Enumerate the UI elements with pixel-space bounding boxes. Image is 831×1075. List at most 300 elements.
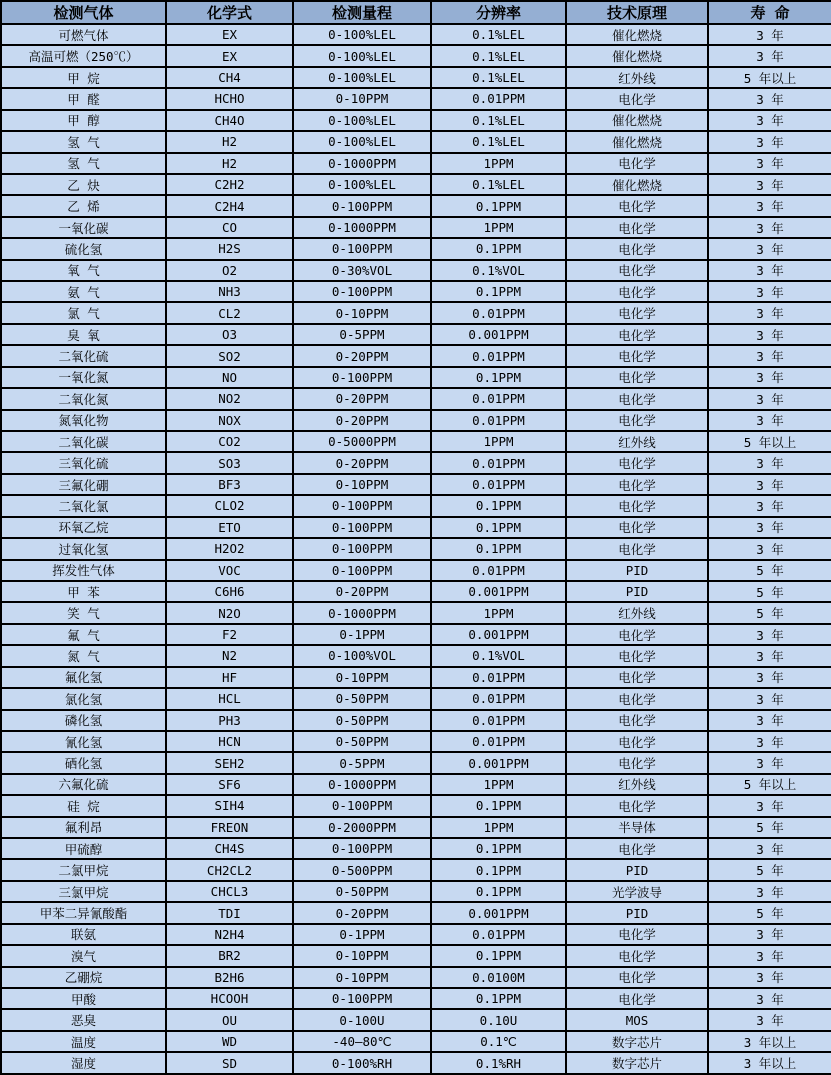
cell-detection-range: 0-1000PPM [293,602,431,623]
cell-chemical-formula: CH4 [166,67,293,88]
cell-lifespan: 3 年 [708,1009,831,1030]
table-row [1,388,831,409]
cell-detection-range: 0-50PPM [293,731,431,752]
cell-technology: 红外线 [566,602,708,623]
cell-detection-range: -40—80℃ [293,1031,431,1052]
cell-chemical-formula: SO3 [166,452,293,473]
table-row [1,345,831,366]
cell-resolution: 0.01PPM [431,345,566,366]
cell-detection-range: 0-5000PPM [293,431,431,452]
cell-resolution: 1PPM [431,153,566,174]
table-row [1,431,831,452]
cell-gas-name: 二氯甲烷 [1,859,166,880]
cell-chemical-formula: EX [166,24,293,45]
cell-technology: 催化燃烧 [566,24,708,45]
table-row [1,495,831,516]
cell-chemical-formula: VOC [166,560,293,581]
cell-resolution: 0.1PPM [431,795,566,816]
cell-gas-name: 甲 醛 [1,88,166,109]
cell-gas-name: 氮氧化物 [1,410,166,431]
cell-chemical-formula: WD [166,1031,293,1052]
cell-lifespan: 3 年 [708,45,831,66]
cell-detection-range: 0-100%LEL [293,174,431,195]
cell-technology: 半导体 [566,817,708,838]
cell-gas-name: 磷化氢 [1,710,166,731]
cell-lifespan: 3 年 [708,924,831,945]
cell-lifespan: 3 年 [708,731,831,752]
cell-detection-range: 0-10PPM [293,88,431,109]
cell-chemical-formula: NO [166,367,293,388]
cell-technology: 电化学 [566,345,708,366]
cell-gas-name: 硫化氢 [1,238,166,259]
header-row [1,1,831,24]
cell-lifespan: 3 年 [708,752,831,773]
column-header-detection-range: 检测量程 [293,1,431,24]
cell-chemical-formula: TDI [166,902,293,923]
cell-lifespan: 5 年 [708,560,831,581]
cell-technology: 电化学 [566,410,708,431]
cell-gas-name: 三氧化硫 [1,452,166,473]
cell-lifespan: 5 年以上 [708,774,831,795]
cell-resolution: 0.001PPM [431,902,566,923]
table-row [1,131,831,152]
cell-chemical-formula: N2 [166,645,293,666]
cell-technology: 电化学 [566,217,708,238]
cell-lifespan: 3 年 [708,367,831,388]
cell-chemical-formula: F2 [166,624,293,645]
cell-detection-range: 0-10PPM [293,945,431,966]
table-row [1,624,831,645]
cell-technology: 电化学 [566,517,708,538]
table-row [1,731,831,752]
cell-resolution: 0.01PPM [431,474,566,495]
cell-lifespan: 3 年 [708,388,831,409]
column-header-gas-name: 检测气体 [1,1,166,24]
cell-detection-range: 0-100%LEL [293,45,431,66]
cell-lifespan: 3 年 [708,881,831,902]
cell-technology: PID [566,902,708,923]
table-row [1,859,831,880]
cell-chemical-formula: EX [166,45,293,66]
cell-chemical-formula: CH4S [166,838,293,859]
cell-resolution: 0.1PPM [431,538,566,559]
cell-resolution: 0.10U [431,1009,566,1030]
table-row [1,1052,831,1074]
cell-chemical-formula: O2 [166,260,293,281]
column-header-technology: 技术原理 [566,1,708,24]
cell-resolution: 0.1%LEL [431,110,566,131]
cell-detection-range: 0-10PPM [293,967,431,988]
cell-detection-range: 0-100%LEL [293,131,431,152]
cell-technology: 电化学 [566,538,708,559]
table-row [1,1031,831,1052]
cell-gas-name: 二氧化氯 [1,495,166,516]
table-row [1,560,831,581]
cell-technology: 电化学 [566,260,708,281]
table-row [1,260,831,281]
table-row [1,24,831,45]
cell-detection-range: 0-100PPM [293,367,431,388]
cell-chemical-formula: SF6 [166,774,293,795]
cell-chemical-formula: CL2 [166,302,293,323]
cell-gas-name: 过氧化氢 [1,538,166,559]
table-row [1,174,831,195]
cell-lifespan: 3 年 [708,174,831,195]
cell-detection-range: 0-100PPM [293,495,431,516]
cell-gas-name: 甲 醇 [1,110,166,131]
cell-lifespan: 3 年 [708,345,831,366]
table-row [1,688,831,709]
table-row [1,838,831,859]
cell-resolution: 0.1PPM [431,281,566,302]
cell-chemical-formula: C6H6 [166,581,293,602]
cell-technology: 光学波导 [566,881,708,902]
cell-detection-range: 0-10PPM [293,667,431,688]
cell-chemical-formula: N2H4 [166,924,293,945]
cell-technology: 电化学 [566,924,708,945]
cell-resolution: 0.1PPM [431,517,566,538]
cell-detection-range: 0-100PPM [293,517,431,538]
table-row [1,110,831,131]
table-row [1,774,831,795]
cell-gas-name: 挥发性气体 [1,560,166,581]
cell-lifespan: 3 年 [708,517,831,538]
cell-gas-name: 湿度 [1,1052,166,1074]
cell-gas-name: 环氧乙烷 [1,517,166,538]
cell-technology: 电化学 [566,645,708,666]
cell-chemical-formula: SIH4 [166,795,293,816]
cell-detection-range: 0-100%LEL [293,67,431,88]
cell-technology: 催化燃烧 [566,174,708,195]
cell-gas-name: 乙 炔 [1,174,166,195]
cell-chemical-formula: NOX [166,410,293,431]
table-row [1,881,831,902]
cell-detection-range: 0-100PPM [293,988,431,1009]
cell-detection-range: 0-500PPM [293,859,431,880]
cell-technology: 红外线 [566,774,708,795]
cell-chemical-formula: NH3 [166,281,293,302]
cell-lifespan: 5 年 [708,859,831,880]
cell-lifespan: 3 年 [708,302,831,323]
cell-technology: 电化学 [566,688,708,709]
cell-technology: 催化燃烧 [566,45,708,66]
cell-gas-name: 氢 气 [1,153,166,174]
cell-resolution: 1PPM [431,217,566,238]
cell-resolution: 0.1%VOL [431,645,566,666]
cell-chemical-formula: SD [166,1052,293,1074]
cell-gas-name: 氮 气 [1,645,166,666]
cell-gas-name: 甲 烷 [1,67,166,88]
cell-detection-range: 0-100PPM [293,560,431,581]
cell-lifespan: 5 年 [708,902,831,923]
cell-detection-range: 0-10PPM [293,474,431,495]
cell-technology: 电化学 [566,838,708,859]
cell-detection-range: 0-1PPM [293,924,431,945]
cell-gas-name: 三氟化硼 [1,474,166,495]
cell-gas-name: 恶臭 [1,1009,166,1030]
cell-technology: MOS [566,1009,708,1030]
cell-technology: 数字芯片 [566,1031,708,1052]
cell-resolution: 0.1℃ [431,1031,566,1052]
cell-resolution: 0.1%LEL [431,45,566,66]
column-header-resolution: 分辨率 [431,1,566,24]
cell-gas-name: 氯 气 [1,302,166,323]
table-row [1,924,831,945]
cell-lifespan: 3 年 [708,217,831,238]
cell-lifespan: 3 年以上 [708,1052,831,1074]
cell-technology: 电化学 [566,624,708,645]
cell-technology: 电化学 [566,367,708,388]
cell-detection-range: 0-100PPM [293,195,431,216]
cell-resolution: 0.1PPM [431,838,566,859]
cell-gas-name: 氢 气 [1,131,166,152]
cell-resolution: 0.1%RH [431,1052,566,1074]
cell-chemical-formula: O3 [166,324,293,345]
table-row [1,945,831,966]
cell-technology: 电化学 [566,474,708,495]
cell-gas-name: 乙硼烷 [1,967,166,988]
cell-gas-name: 硅 烷 [1,795,166,816]
table-body [1,24,831,1074]
cell-lifespan: 3 年 [708,624,831,645]
cell-lifespan: 3 年 [708,645,831,666]
cell-chemical-formula: FREON [166,817,293,838]
cell-lifespan: 3 年 [708,967,831,988]
cell-gas-name: 高温可燃（250℃） [1,45,166,66]
cell-detection-range: 0-100%LEL [293,24,431,45]
cell-technology: PID [566,560,708,581]
cell-chemical-formula: BR2 [166,945,293,966]
column-header-chemical-formula: 化学式 [166,1,293,24]
cell-chemical-formula: N2O [166,602,293,623]
cell-gas-name: 臭 氧 [1,324,166,345]
cell-resolution: 0.001PPM [431,752,566,773]
table-row [1,281,831,302]
cell-resolution: 0.1PPM [431,945,566,966]
cell-resolution: 0.1PPM [431,495,566,516]
cell-technology: 电化学 [566,324,708,345]
cell-lifespan: 3 年 [708,324,831,345]
cell-technology: 电化学 [566,795,708,816]
cell-gas-name: 氧 气 [1,260,166,281]
table-row [1,817,831,838]
table-row [1,45,831,66]
cell-chemical-formula: ETO [166,517,293,538]
cell-gas-name: 硒化氢 [1,752,166,773]
cell-lifespan: 3 年以上 [708,1031,831,1052]
cell-detection-range: 0-100%RH [293,1052,431,1074]
cell-lifespan: 3 年 [708,88,831,109]
cell-technology: 电化学 [566,302,708,323]
cell-lifespan: 5 年以上 [708,67,831,88]
cell-lifespan: 3 年 [708,452,831,473]
cell-technology: 红外线 [566,431,708,452]
table-row [1,88,831,109]
cell-gas-name: 甲苯二异氰酸酯 [1,902,166,923]
table-row [1,67,831,88]
cell-detection-range: 0-50PPM [293,688,431,709]
cell-chemical-formula: HCL [166,688,293,709]
cell-technology: 电化学 [566,710,708,731]
cell-lifespan: 3 年 [708,24,831,45]
cell-technology: 电化学 [566,452,708,473]
cell-gas-name: 氟化氢 [1,667,166,688]
table-row [1,602,831,623]
cell-gas-name: 乙 烯 [1,195,166,216]
table-row [1,645,831,666]
cell-detection-range: 0-100PPM [293,795,431,816]
table-row [1,367,831,388]
cell-chemical-formula: SEH2 [166,752,293,773]
cell-detection-range: 0-50PPM [293,881,431,902]
cell-detection-range: 0-2000PPM [293,817,431,838]
cell-lifespan: 5 年 [708,581,831,602]
cell-lifespan: 3 年 [708,110,831,131]
cell-lifespan: 3 年 [708,988,831,1009]
cell-detection-range: 0-5PPM [293,752,431,773]
cell-gas-name: 氟利昂 [1,817,166,838]
table-row [1,752,831,773]
cell-technology: 电化学 [566,153,708,174]
cell-chemical-formula: BF3 [166,474,293,495]
cell-detection-range: 0-5PPM [293,324,431,345]
cell-resolution: 0.1PPM [431,195,566,216]
cell-resolution: 0.01PPM [431,410,566,431]
cell-lifespan: 3 年 [708,838,831,859]
cell-chemical-formula: C2H4 [166,195,293,216]
cell-gas-name: 氰化氢 [1,731,166,752]
cell-technology: 数字芯片 [566,1052,708,1074]
table-row [1,988,831,1009]
cell-chemical-formula: HCHO [166,88,293,109]
cell-technology: 电化学 [566,752,708,773]
table-row [1,1009,831,1030]
cell-detection-range: 0-100%VOL [293,645,431,666]
cell-lifespan: 3 年 [708,410,831,431]
cell-resolution: 0.01PPM [431,924,566,945]
cell-gas-name: 一氧化氮 [1,367,166,388]
cell-chemical-formula: CLO2 [166,495,293,516]
cell-technology: 催化燃烧 [566,110,708,131]
cell-gas-name: 一氧化碳 [1,217,166,238]
cell-resolution: 0.1PPM [431,881,566,902]
cell-detection-range: 0-100U [293,1009,431,1030]
cell-lifespan: 3 年 [708,667,831,688]
cell-resolution: 0.1%LEL [431,67,566,88]
cell-technology: 电化学 [566,238,708,259]
cell-chemical-formula: NO2 [166,388,293,409]
cell-technology: 电化学 [566,731,708,752]
cell-technology: PID [566,859,708,880]
cell-gas-name: 三氯甲烷 [1,881,166,902]
cell-gas-name: 氟 气 [1,624,166,645]
cell-gas-name: 联氨 [1,924,166,945]
cell-chemical-formula: H2S [166,238,293,259]
cell-lifespan: 3 年 [708,710,831,731]
cell-resolution: 0.1%VOL [431,260,566,281]
table-row [1,795,831,816]
cell-lifespan: 3 年 [708,688,831,709]
cell-resolution: 0.01PPM [431,388,566,409]
cell-gas-name: 甲酸 [1,988,166,1009]
cell-detection-range: 0-100PPM [293,538,431,559]
column-header-lifespan: 寿 命 [708,1,831,24]
cell-resolution: 0.01PPM [431,88,566,109]
cell-technology: 电化学 [566,281,708,302]
cell-lifespan: 5 年 [708,602,831,623]
cell-lifespan: 5 年以上 [708,431,831,452]
table-row [1,902,831,923]
cell-resolution: 0.1PPM [431,988,566,1009]
cell-chemical-formula: H2O2 [166,538,293,559]
cell-chemical-formula: C2H2 [166,174,293,195]
cell-resolution: 1PPM [431,774,566,795]
cell-lifespan: 3 年 [708,474,831,495]
cell-chemical-formula: OU [166,1009,293,1030]
cell-gas-name: 甲硫醇 [1,838,166,859]
cell-gas-name: 二氧化碳 [1,431,166,452]
table-row [1,667,831,688]
cell-technology: 红外线 [566,67,708,88]
cell-technology: 电化学 [566,945,708,966]
cell-lifespan: 3 年 [708,153,831,174]
cell-detection-range: 0-100PPM [293,281,431,302]
cell-resolution: 1PPM [431,431,566,452]
cell-technology: 电化学 [566,388,708,409]
table-row [1,581,831,602]
cell-technology: 电化学 [566,667,708,688]
cell-lifespan: 3 年 [708,495,831,516]
cell-lifespan: 5 年 [708,817,831,838]
cell-detection-range: 0-30%VOL [293,260,431,281]
table-row [1,474,831,495]
cell-gas-name: 二氧化硫 [1,345,166,366]
table-row [1,324,831,345]
cell-chemical-formula: HF [166,667,293,688]
cell-resolution: 0.001PPM [431,324,566,345]
cell-resolution: 0.1%LEL [431,131,566,152]
cell-resolution: 0.0100M [431,967,566,988]
table-row [1,238,831,259]
cell-lifespan: 3 年 [708,131,831,152]
cell-detection-range: 0-1000PPM [293,153,431,174]
cell-lifespan: 3 年 [708,945,831,966]
cell-gas-name: 笑 气 [1,602,166,623]
cell-resolution: 0.1PPM [431,859,566,880]
cell-technology: 电化学 [566,88,708,109]
cell-technology: 电化学 [566,195,708,216]
cell-detection-range: 0-20PPM [293,345,431,366]
cell-resolution: 0.01PPM [431,560,566,581]
table-row [1,195,831,216]
cell-chemical-formula: CH4O [166,110,293,131]
cell-gas-name: 可燃气体 [1,24,166,45]
cell-resolution: 1PPM [431,817,566,838]
cell-chemical-formula: PH3 [166,710,293,731]
cell-chemical-formula: CO2 [166,431,293,452]
table-row [1,410,831,431]
cell-resolution: 0.01PPM [431,688,566,709]
cell-chemical-formula: CO [166,217,293,238]
cell-resolution: 0.01PPM [431,302,566,323]
table-row [1,153,831,174]
table-row [1,217,831,238]
cell-detection-range: 0-100%LEL [293,110,431,131]
cell-gas-name: 氨 气 [1,281,166,302]
cell-technology: PID [566,581,708,602]
cell-gas-name: 甲 苯 [1,581,166,602]
table-row [1,452,831,473]
